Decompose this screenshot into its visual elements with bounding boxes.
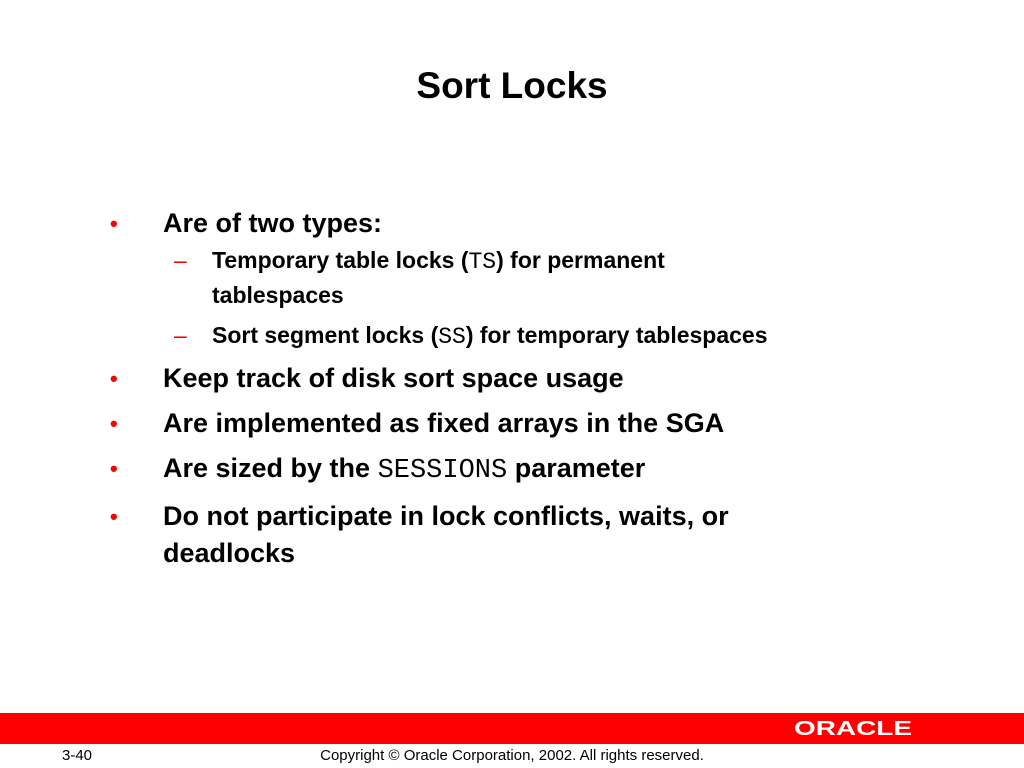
oracle-logo (794, 718, 916, 738)
bullet-marker: • (110, 456, 118, 481)
bullet-marker: • (110, 504, 118, 529)
bullet-text-pre: Are sized by the (163, 453, 378, 483)
code-ts: TS (468, 249, 497, 275)
sub-bullet-list (110, 244, 970, 354)
sub-bullet-text-pre: Sort segment locks ( (212, 322, 439, 348)
sub-bullet-text-post: ) for permanent tablespaces (212, 247, 665, 308)
bullet-text: Are implemented as fixed arrays in the SGA (163, 408, 725, 438)
bullet-item (110, 498, 863, 572)
copyright-notice: Copyright © Oracle Corporation, 2002. All rights reserved. (320, 747, 704, 764)
bullet-list (110, 205, 970, 580)
bullet-text-post: parameter (507, 453, 646, 483)
bullet-marker: • (110, 211, 118, 236)
footer-bar (0, 713, 1024, 744)
bullet-text: Are of two types: (163, 208, 383, 238)
bullet-item (110, 360, 970, 397)
code-ss: SS (438, 324, 466, 350)
sub-bullet-item (110, 319, 932, 354)
bullet-text: Keep track of disk sort space usage (163, 363, 624, 393)
bullet-item (110, 450, 970, 490)
page-number: 3-40 (62, 747, 93, 764)
sub-bullet-text-pre: Temporary table locks ( (212, 247, 469, 273)
sub-bullet-text-post: ) for temporary tablespaces (465, 322, 768, 348)
bullet-marker: • (110, 411, 118, 436)
bullet-item (110, 405, 970, 442)
bullet-marker: • (110, 366, 118, 391)
sub-bullet-marker: – (174, 322, 187, 348)
code-sessions: SESSIONS (377, 456, 508, 486)
bullet-text: Do not participate in lock conflicts, waits, or deadlocks (163, 501, 729, 568)
sub-bullet-marker: – (174, 247, 187, 273)
oracle-logo-text: ORACLE (794, 718, 912, 738)
bullet-item (110, 205, 970, 242)
slide-title: Sort Locks (416, 65, 608, 106)
sub-bullet-item (110, 244, 772, 312)
